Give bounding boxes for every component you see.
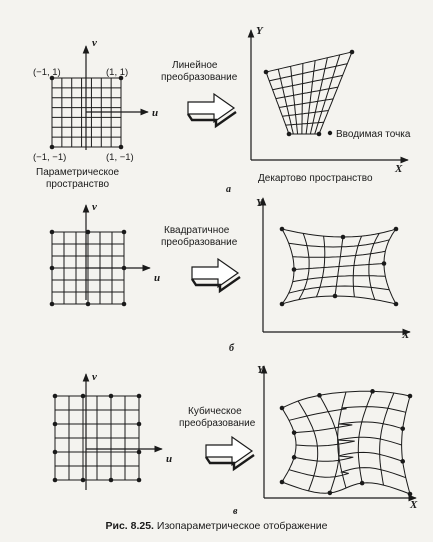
- node-point: [317, 132, 322, 137]
- cart-y-label-b: Y: [256, 197, 263, 209]
- transform-label-c-2: преобразование: [179, 418, 256, 429]
- transform-arrow-a: [188, 94, 236, 126]
- node-point: [81, 394, 86, 399]
- node-point: [292, 430, 297, 435]
- node-point: [370, 389, 375, 394]
- node-point: [394, 227, 399, 232]
- mesh-line: [282, 482, 410, 494]
- panel-b: [50, 197, 410, 354]
- panel-letter-c: в: [233, 506, 238, 517]
- node-point: [382, 261, 387, 266]
- corner-label-tl: (−1, 1): [33, 67, 61, 78]
- node-point: [408, 394, 413, 399]
- node-point: [53, 394, 58, 399]
- node-point: [50, 302, 55, 307]
- node-point: [81, 478, 86, 483]
- cart-space-label-a: Декартово пространство: [258, 173, 373, 184]
- node-point: [287, 132, 292, 137]
- node-point: [292, 455, 297, 460]
- mesh-line: [369, 233, 379, 299]
- node-point: [86, 302, 91, 307]
- transform-arrow-c: [206, 437, 254, 469]
- param-space-label-1: Параметрическое: [36, 167, 120, 178]
- cart-x-label-a: X: [395, 163, 403, 175]
- node-point: [119, 145, 124, 150]
- node-point: [137, 450, 142, 455]
- node-point: [394, 302, 399, 307]
- mesh-line: [282, 296, 396, 304]
- panel-letter-b: б: [229, 343, 234, 354]
- node-point: [53, 450, 58, 455]
- mesh-line: [289, 286, 390, 293]
- corner-label-br: (1, −1): [106, 152, 134, 163]
- param-grid-c: [53, 394, 142, 483]
- node-point: [280, 406, 285, 411]
- transform-label-c-1: Кубическое: [188, 406, 242, 417]
- mesh-line: [296, 437, 402, 446]
- node-point: [122, 302, 127, 307]
- param-u-label-c: u: [166, 453, 173, 465]
- node-point: [280, 480, 285, 485]
- panel-letter-a: а: [226, 184, 231, 195]
- transform-label-b-1: Квадратичное: [164, 225, 230, 236]
- input-point-legend-label: Вводимая точка: [336, 129, 411, 140]
- caption-text: Изопараметрическое отображение: [156, 520, 328, 532]
- node-point: [328, 491, 333, 496]
- node-point: [292, 267, 297, 272]
- param-v-label-b: v: [92, 201, 97, 213]
- mesh-line: [315, 55, 340, 134]
- node-point: [122, 230, 127, 235]
- panel-a: [33, 25, 411, 195]
- cart-y-label-a: Y: [256, 25, 263, 37]
- figure-caption: [0, 520, 433, 532]
- node-point: [53, 422, 58, 427]
- node-point: [360, 481, 365, 486]
- node-point: [280, 302, 285, 307]
- mesh-line: [402, 396, 410, 494]
- transform-label-a-1: Линейное: [172, 60, 218, 71]
- node-point: [50, 230, 55, 235]
- cart-x-label-c: X: [410, 499, 418, 511]
- cart-y-label-c: Y: [257, 364, 264, 376]
- node-point: [109, 394, 114, 399]
- mesh-line: [319, 52, 352, 134]
- node-point: [400, 426, 405, 431]
- corner-label-bl: (−1, −1): [33, 152, 67, 163]
- transform-label-b-2: преобразование: [161, 237, 238, 248]
- node-point: [400, 459, 405, 464]
- param-space-label-2: пространство: [46, 179, 110, 190]
- node-point: [137, 478, 142, 483]
- param-u-label-a: u: [152, 107, 159, 119]
- node-point: [280, 227, 285, 232]
- param-u-label-b: u: [154, 272, 161, 284]
- cart-mesh-c: [280, 389, 413, 496]
- mesh-line: [289, 468, 406, 478]
- node-point: [137, 422, 142, 427]
- caption-prefix: Рис. 8.25.: [105, 520, 154, 532]
- node-point: [50, 145, 55, 150]
- node-point: [53, 478, 58, 483]
- cart-x-label-b: X: [402, 329, 410, 341]
- node-point: [333, 294, 338, 299]
- cart-mesh-b: [280, 227, 399, 307]
- node-point: [408, 492, 413, 497]
- node-point: [50, 266, 55, 271]
- cart-mesh-a: [264, 50, 355, 137]
- param-v-label-c: v: [92, 371, 97, 383]
- node-point: [350, 50, 355, 55]
- transform-label-a-2: преобразование: [161, 72, 238, 83]
- node-point: [109, 478, 114, 483]
- input-point-legend-dot: [328, 131, 332, 135]
- mesh-line: [266, 52, 352, 72]
- node-point: [317, 393, 322, 398]
- node-point: [137, 394, 142, 399]
- param-v-label-a: v: [92, 37, 97, 49]
- panel-c: [53, 364, 418, 517]
- transform-arrow-b: [192, 259, 240, 291]
- node-point: [264, 70, 269, 75]
- corner-label-tr: (1, 1): [106, 67, 129, 78]
- mesh-line: [282, 229, 396, 237]
- mesh-line: [294, 452, 403, 461]
- node-point: [341, 235, 346, 240]
